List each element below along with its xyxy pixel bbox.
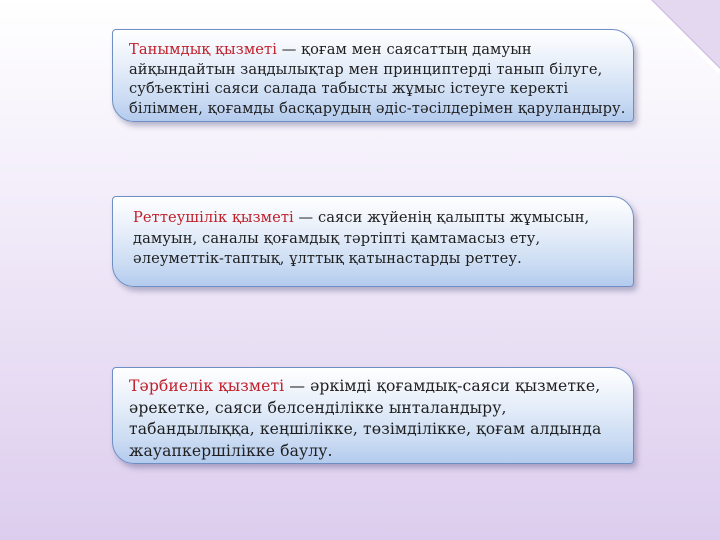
card-text [133,208,625,270]
card-description: — әркімді қоғамдық-саяси қызметке, әрекетке, саяси белсенділікке ынталандыру, табандылыққа, кеңшілікке, төзімділікке, қоғам алдында жауапкершілікке баулу. [129,377,602,460]
card-description: — саяси жүйенің қалыпты жұмысын, дамуын, саналы қоғамдық тәртіпті қамтамасыз ету, әлеуметтік-таптық, ұлттық қатынастарды реттеу. [133,209,590,267]
card-description: — қоғам мен саясаттың дамуын айқындайтын заңдылықтар мен принциптерді танып білуге, субъектіні саяси салада табысты жұмыс істеуге керекті біліммен, қоғамды басқарудың әдіс-тәсілдерімен қаруландыру. [129,41,626,117]
function-card-regulatory [112,196,634,287]
card-text [129,376,625,462]
card-term: Реттеушілік қызметі [133,209,294,226]
function-card-cognitive [112,29,634,122]
card-text [129,40,627,118]
card-term: Танымдық қызметі [129,41,277,58]
function-card-educational [112,367,634,464]
page-corner-decoration [630,0,720,90]
card-term: Тәрбиелік қызметі [129,377,285,395]
